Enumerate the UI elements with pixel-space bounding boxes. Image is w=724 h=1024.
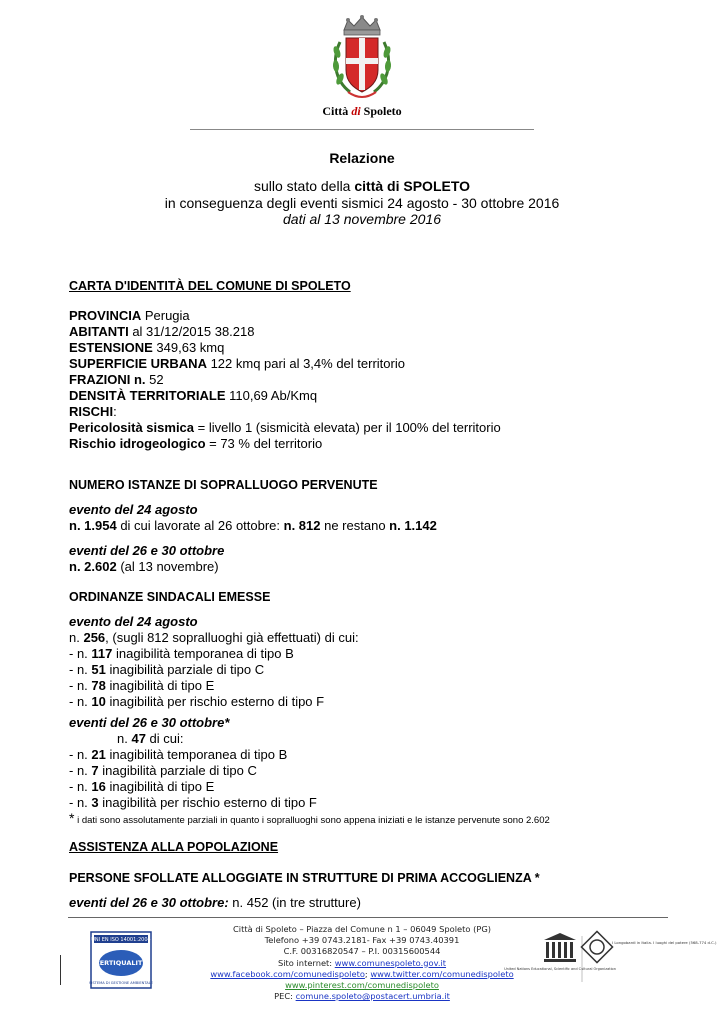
city-crest-logo xyxy=(330,14,394,104)
footer-tax: C.F. 00316820547 – P.I. 00315600544 xyxy=(283,946,441,957)
footer-website: Sito internet: www.comunespoleto.gov.it xyxy=(277,957,447,968)
istanze-event-1-line: n. 1.954 di cui lavorate al 26 ottobre: n. 812 ne restano n. 1.142 xyxy=(69,518,437,533)
subtitle-date: dati al 13 novembre 2016 xyxy=(283,211,441,227)
carta-row: RISCHI: xyxy=(69,404,117,419)
subtitle-line-2: in conseguenza degli eventi sismici 24 agosto - 30 ottobre 2016 xyxy=(164,195,560,211)
longobardi-text: I Longobardi in Italia. I luoghi del potere (568-774 d.C.) xyxy=(612,940,717,945)
list-item: - n. 7 inagibilità parziale di tipo C xyxy=(69,763,257,778)
pec-link[interactable]: comune.spoleto@postacert.umbria.it xyxy=(295,991,450,1002)
assistenza-subheading: PERSONE SFOLLATE ALLOGGIATE IN STRUTTURE DI PRIMA ACCOGLIENZA * xyxy=(69,871,540,885)
assistenza-line: eventi del 26 e 30 ottobre: n. 452 (in tre strutture) xyxy=(69,895,361,910)
list-item: - n. 3 inagibilità per rischio esterno di tipo F xyxy=(69,795,317,810)
istanze-event-2-title: eventi del 26 e 30 ottobre xyxy=(69,543,225,558)
carta-list xyxy=(69,308,501,452)
assistenza-heading: ASSISTENZA ALLA POPOLAZIONE xyxy=(69,840,279,854)
footer-social: www.facebook.com/comunedispoleto; www.twitter.com/comunedispoleto xyxy=(210,968,514,979)
istanze-heading: NUMERO ISTANZE DI SOPRALLUOGO PERVENUTE xyxy=(69,478,378,492)
document-title: Relazione xyxy=(329,150,395,166)
city-name: Città di Spoleto xyxy=(322,104,402,118)
twitter-link[interactable]: www.twitter.com/comunedispoleto xyxy=(370,968,514,979)
ordinanze-event-2-title: eventi del 26 e 30 ottobre* xyxy=(69,715,230,730)
carta-row: ESTENSIONE 349,63 kmq xyxy=(69,340,225,355)
cert-mid-text: CERTIQUALITY xyxy=(94,959,148,967)
website-link[interactable]: www.comunespoleto.gov.it xyxy=(334,957,447,968)
list-item: - n. 78 inagibilità di tipo E xyxy=(69,678,215,693)
footnote: * i dati sono assolutamente parziali in quanto i sopralluoghi sono appena iniziati e le istanze pervenute sono 2.602 xyxy=(69,810,550,826)
list-item: n. 47 di cui: xyxy=(117,731,184,746)
list-item: - n. 117 inagibilità temporanea di tipo B xyxy=(69,646,294,661)
unesco-text: United Nations Educational, Scientific and Cultural Organization xyxy=(504,967,616,971)
cert-bot-text: SISTEMA DI GESTIONE AMBIENTALE xyxy=(89,981,153,985)
footer-pinterest xyxy=(0,980,724,991)
pinterest-link[interactable]: www.pinterest.com/comunedispoleto xyxy=(285,980,439,991)
list-item: n. 256, (sugli 812 sopralluoghi già effettuati) di cui: xyxy=(69,630,359,645)
list-item: - n. 21 inagibilità temporanea di tipo B xyxy=(69,747,288,762)
ordinanze-event-1-title: evento del 24 agosto xyxy=(69,614,198,629)
carta-row: PROVINCIA Perugia xyxy=(69,308,190,323)
carta-row: DENSITÀ TERRITORIALE 110,69 Ab/Kmq xyxy=(69,388,318,403)
carta-row: FRAZIONI n. 52 xyxy=(69,372,164,387)
carta-row: SUPERFICIE URBANA 122 kmq pari al 3,4% del territorio xyxy=(69,356,405,371)
list-item: - n. 51 inagibilità parziale di tipo C xyxy=(69,662,265,677)
footer-divider xyxy=(68,917,668,918)
footer-address: Città di Spoleto – Piazza del Comune n 1 – 06049 Spoleto (PG) xyxy=(233,924,491,934)
carta-heading: CARTA D'IDENTITÀ DEL COMUNE DI SPOLETO xyxy=(69,279,351,293)
istanze-event-2-line: n. 2.602 (al 13 novembre) xyxy=(69,559,219,574)
ordinanze-heading: ORDINANZE SINDACALI EMESSE xyxy=(69,590,271,604)
carta-row: Rischio idrogeologico = 73 % del territorio xyxy=(69,436,323,451)
footer-phone: Telefono +39 0743.2181- Fax +39 0743.40391 xyxy=(264,935,460,946)
footer-contacts xyxy=(0,924,724,1002)
carta-row: Pericolosità sismica = livello 1 (sismicità elevata) per il 100% del territorio xyxy=(69,420,501,435)
cert-top-text: UNI EN ISO 14001:2004 xyxy=(91,937,151,943)
list-item: - n. 10 inagibilità per rischio esterno di tipo F xyxy=(69,694,325,709)
ordinanze-event-2-list xyxy=(69,731,317,811)
carta-row: ABITANTI al 31/12/2015 38.218 xyxy=(69,324,255,339)
subtitle-line-1: sullo stato della città di SPOLETO xyxy=(253,178,471,194)
facebook-link[interactable]: www.facebook.com/comunedispoleto xyxy=(210,968,365,979)
header-divider xyxy=(190,129,534,130)
footer-pec: PEC: comune.spoleto@postacert.umbria.it xyxy=(274,991,450,1002)
ordinanze-event-1-list xyxy=(69,630,359,710)
istanze-event-1-title: evento del 24 agosto xyxy=(69,502,198,517)
list-item: - n. 16 inagibilità di tipo E xyxy=(69,779,215,794)
